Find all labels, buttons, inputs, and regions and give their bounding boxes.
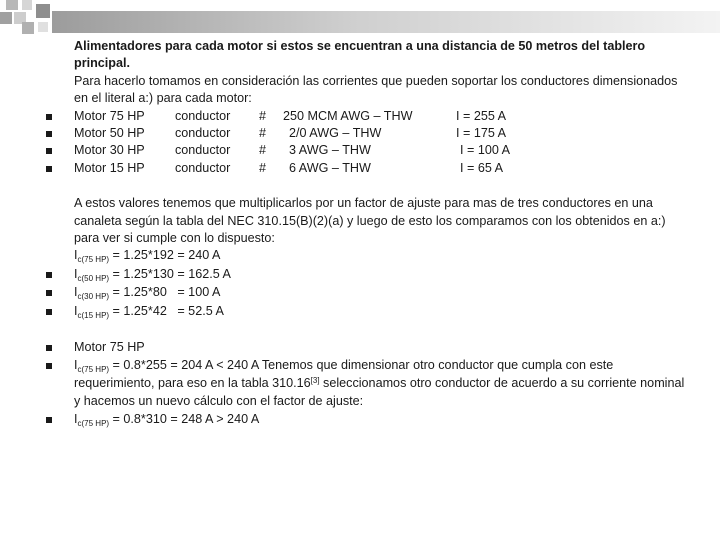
motor-awg: 2/0 AWG – THW [289, 126, 382, 141]
adjust-line [44, 303, 694, 321]
motor-hash: # [259, 143, 267, 158]
deco-square [36, 4, 50, 18]
current-subscript: c(15 HP) [77, 310, 110, 320]
check-motor [44, 339, 694, 356]
bullet-icon [46, 131, 52, 137]
bullet-icon [46, 363, 52, 369]
motor-row [44, 108, 694, 125]
check-text-a: = 0.8*255 = 204 A < 240 A Tenemos que dimensionar otro conductor que cumpla con este requerimiento, para eso en la tabla 310.16 [74, 357, 614, 390]
check-text-b: seleccionamos otro conductor de acuerdo a su corriente nominal y hacemos un nuevo cálculo con el factor de ajuste: [74, 375, 685, 409]
motor-type: conductor [175, 160, 231, 175]
check-expression: = 0.8*310 = 248 A > 240 A [109, 411, 260, 426]
bullet-icon [46, 166, 52, 172]
motor-current: I = 100 A [460, 143, 511, 158]
adjust-line [44, 284, 694, 302]
motor-name: Motor 50 HP [74, 126, 145, 141]
motor-type: conductor [175, 108, 231, 123]
spacer [44, 177, 694, 195]
header-gradient-bar [52, 11, 720, 33]
motor-hash: # [259, 108, 267, 123]
adjust-paragraph: A estos valores tenemos que multiplicarlos por un factor de ajuste para mas de tres conductores en una canaleta según la tabla del NEC 310.15(B)(2)(a) y luego de esto los comparamos con los obtenidos en a:) para ver si cumple con lo dispuesto: [74, 196, 666, 246]
bullet-icon [46, 148, 52, 154]
check-line-2 [44, 411, 694, 429]
motor-name: Motor 30 HP [74, 143, 145, 158]
deco-square [22, 0, 32, 10]
current-subscript: c(75 HP) [77, 255, 110, 265]
reference-superscript: [3] [310, 375, 320, 385]
check-line-1 [44, 357, 694, 411]
bullet-icon [46, 309, 52, 315]
motor-name: Motor 75 HP [74, 108, 145, 123]
slide-content [44, 38, 694, 429]
motor-row [44, 142, 694, 159]
adjust-line [44, 247, 694, 265]
bullet-icon [46, 417, 52, 423]
motor-row [44, 160, 694, 177]
deco-square [0, 12, 12, 24]
spacer [44, 321, 694, 339]
current-symbol: I [74, 303, 78, 318]
current-symbol: I [74, 357, 78, 372]
adjust-expression: = 1.25*42 = 52.5 A [109, 303, 224, 318]
bullet-icon [46, 114, 52, 120]
adjust-expression: = 1.25*80 = 100 A [109, 285, 221, 300]
check-motor-label: Motor 75 HP [74, 340, 145, 355]
intro-title: Alimentadores para cada motor si estos se encuentran a una distancia de 50 metros del tablero principal. [74, 39, 646, 71]
current-symbol: I [74, 248, 78, 263]
motor-current: I = 65 A [460, 160, 504, 175]
motor-current: I = 175 A [456, 126, 507, 141]
intro-paragraph: Para hacerlo tomamos en consideración las corrientes que pueden soportar los conductores dimensionados en el literal a:) para cada motor: [74, 73, 678, 106]
motor-hash: # [259, 126, 267, 141]
current-symbol: I [74, 285, 78, 300]
header-decoration [0, 0, 720, 40]
motor-awg: 6 AWG – THW [289, 160, 371, 175]
deco-square [22, 22, 34, 34]
motor-awg: 3 AWG – THW [289, 143, 371, 158]
current-subscript: c(75 HP) [77, 364, 110, 374]
bullet-icon [46, 272, 52, 278]
motor-type: conductor [175, 143, 231, 158]
bullet-icon [46, 345, 52, 351]
current-subscript: c(50 HP) [77, 273, 110, 283]
deco-square [38, 22, 48, 32]
adjust-expression: = 1.25*130 = 162.5 A [109, 266, 231, 281]
motor-awg: 250 MCM AWG – THW [283, 108, 413, 123]
adjust-expression: = 1.25*192 = 240 A [109, 248, 221, 263]
motor-current: I = 255 A [456, 108, 507, 123]
motor-row [44, 125, 694, 142]
current-subscript: c(75 HP) [77, 418, 110, 428]
motor-name: Motor 15 HP [74, 160, 145, 175]
current-symbol: I [74, 266, 78, 281]
current-symbol: I [74, 411, 78, 426]
adjust-line [44, 266, 694, 284]
current-subscript: c(30 HP) [77, 292, 110, 302]
deco-square [6, 0, 18, 10]
motor-hash: # [259, 160, 267, 175]
bullet-icon [46, 290, 52, 296]
motor-type: conductor [175, 126, 231, 141]
